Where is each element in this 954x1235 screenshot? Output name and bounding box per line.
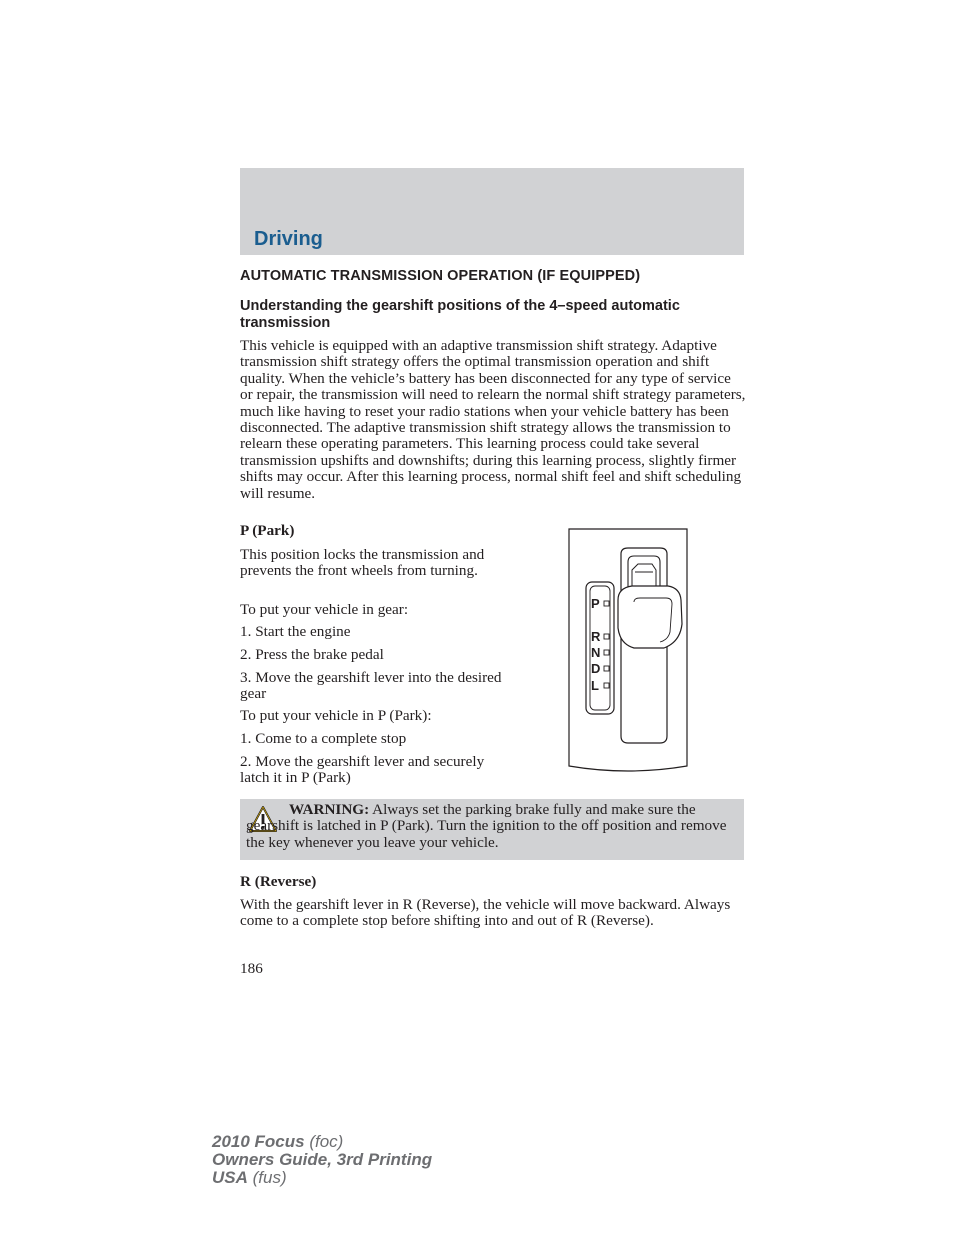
park-intro: To put your vehicle in P (Park):	[240, 707, 432, 724]
gear-intro: To put your vehicle in gear:	[240, 601, 409, 618]
section-title: Driving	[254, 228, 323, 250]
gear-indicator-d	[604, 666, 609, 671]
section-header-band	[240, 168, 744, 255]
warning-text	[246, 802, 736, 851]
park-description: This position locks the transmission and prevents the front wheels from turning.	[240, 546, 485, 580]
gear-label-l: L	[591, 678, 599, 693]
gear-indicator-n	[604, 650, 609, 655]
gear-step-3: 3. Move the gearshift lever into the desired gear	[240, 669, 502, 703]
gearshift-illustration	[568, 528, 688, 772]
footer-market-code: (fus)	[247, 1168, 287, 1187]
warning-message: Always set the parking brake fully and make sure the gearshift is latched in P (Park). Turn the ignition to the off position and remove the key whenever you leave your vehicle.	[246, 801, 727, 851]
gear-step-1: 1. Start the engine	[240, 623, 351, 640]
page-heading: AUTOMATIC TRANSMISSION OPERATION (IF EQUIPPED)	[240, 268, 641, 284]
gear-label-d: D	[591, 661, 601, 676]
park-step-1: 1. Come to a complete stop	[240, 730, 407, 747]
document-footer	[212, 1133, 432, 1187]
gear-indicator-l	[604, 683, 609, 688]
footer-model-code: (foc)	[304, 1132, 344, 1151]
footer-guide: Owners Guide, 3rd Printing	[212, 1150, 433, 1169]
park-title: P (Park)	[240, 522, 295, 539]
gear-indicator-p	[604, 601, 609, 606]
park-step-2: 2. Move the gearshift lever and securely latch it in P (Park)	[240, 753, 485, 787]
footer-model: 2010 Focus	[212, 1132, 305, 1151]
gear-step-2: 2. Press the brake pedal	[240, 646, 384, 663]
gear-label-n: N	[591, 645, 601, 660]
gear-indicator-r	[604, 634, 609, 639]
reverse-title: R (Reverse)	[240, 873, 317, 890]
warning-box	[240, 799, 744, 860]
reverse-description: With the gearshift lever in R (Reverse), the vehicle will move backward. Always come to a complete stop before shifting into and out of R (Reverse).	[240, 896, 731, 930]
subheading: Understanding the gearshift positions of the 4–speed automatic transmission	[240, 298, 680, 331]
page-number: 186	[240, 960, 263, 977]
warning-label: WARNING:	[289, 801, 370, 818]
gear-label-r: R	[591, 629, 601, 644]
gear-label-p: P	[591, 596, 600, 611]
footer-market: USA	[212, 1168, 248, 1187]
intro-paragraph: This vehicle is equipped with an adaptive transmission shift strategy. Adaptive transmission shift strategy offers the optimal transmission operation and shift quality. When the vehicle’s battery has been disconnected for any type of service or repair, the transmission will need to relearn the normal shift strategy parameters, much like having to reset your radio stations when your vehicle battery has been disconnected. The adaptive transmission shift strategy allows the transmission to relearn these operating parameters. This learning process could take several transmission upshifts and downshifts; during this learning process, slightly firmer shifts may occur. After this learning process, normal shift feel and shift scheduling will resume.	[240, 337, 746, 502]
